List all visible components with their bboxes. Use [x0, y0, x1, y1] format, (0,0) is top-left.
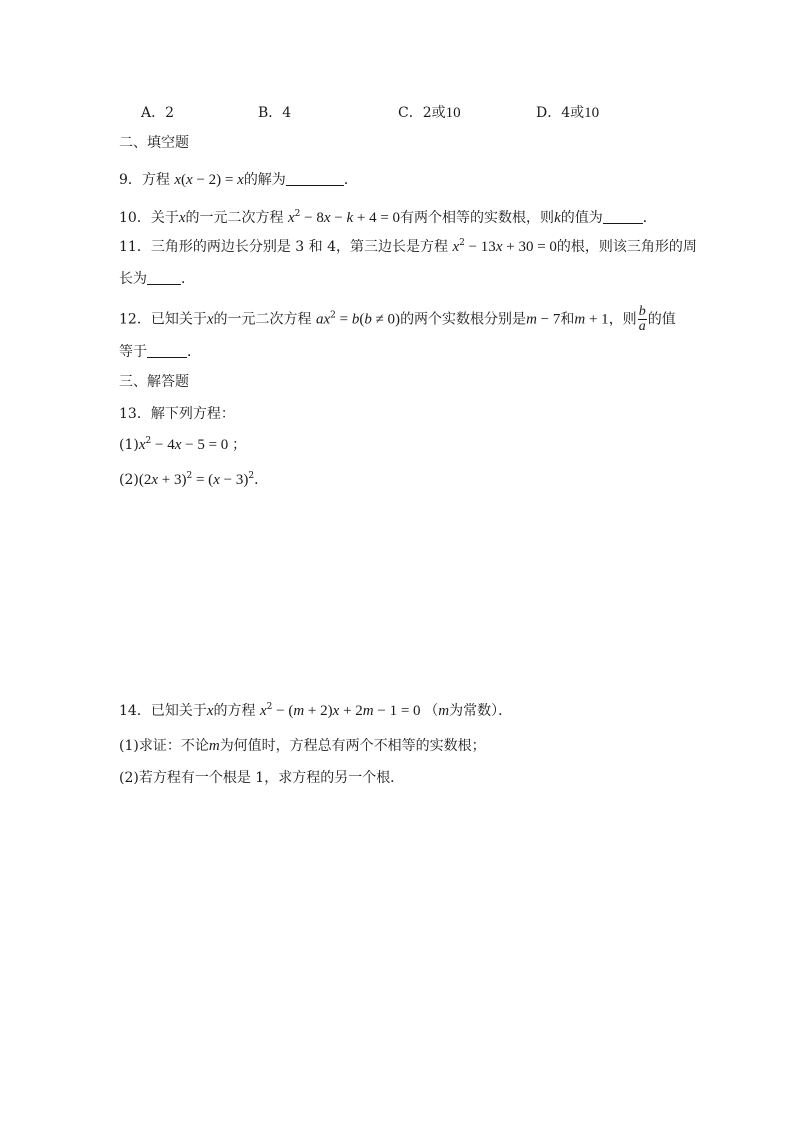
question-12-line-2: 等于 ． [119, 344, 201, 360]
question-13-part-2: $(2)(2x + 3)^2 = (x - 3)^2$． [119, 471, 269, 488]
option-a: A．2 [141, 105, 175, 121]
answer-blank[interactable] [147, 270, 181, 285]
option-c: C．2或10 [398, 105, 461, 121]
section-fill-in-title: 二、填空题 [119, 135, 189, 151]
question-13-part-1: $(1)x^2 - 4x - 5 = 0$ ； [119, 436, 247, 453]
question-9: 9．方程 x(x − 2) = x的解为 ． [119, 172, 358, 188]
question-14: 14．已知关于x的方程 $x^2 - (m + 2)x + 2m - 1 = 0$ （m为常数）． [119, 702, 513, 719]
option-b: B．4 [258, 105, 292, 121]
fraction-b-over-a: $\frac{b}{a}$ [638, 304, 646, 334]
answer-blank[interactable] [286, 171, 344, 186]
question-11: 11．三角形的两边长分别是 3 和 4，第三边长是方程 $x^2 - 13x + 30 = 0$的根，则该三角形的周 [119, 238, 697, 255]
question-14-part-2: (2)若方程有一个根是 1，求方程的另一个根． [119, 770, 405, 786]
question-10: 10．关于x的一元二次方程 $x^2 - 8x - k + 4 = 0$有两个相等的实数根，则k的值为 ． [119, 209, 657, 226]
answer-blank[interactable] [147, 343, 187, 358]
section-solve-title: 三、解答题 [119, 374, 189, 390]
question-14-part-1: (1)求证：不论m为何值时，方程总有两个不相等的实数根； [119, 738, 486, 754]
question-13-title: 13．解下列方程： [119, 406, 235, 422]
question-12: 12．已知关于x的一元二次方程 $ax^2 = b(b \ne 0)$的两个实数根分别是m − 7和m + 1，则 $\frac{b}{a}$ 的值 [119, 304, 676, 334]
question-11-line-2: 长为 ． [119, 271, 195, 287]
answer-blank[interactable] [603, 209, 643, 224]
option-d: D．4或10 [536, 105, 600, 121]
